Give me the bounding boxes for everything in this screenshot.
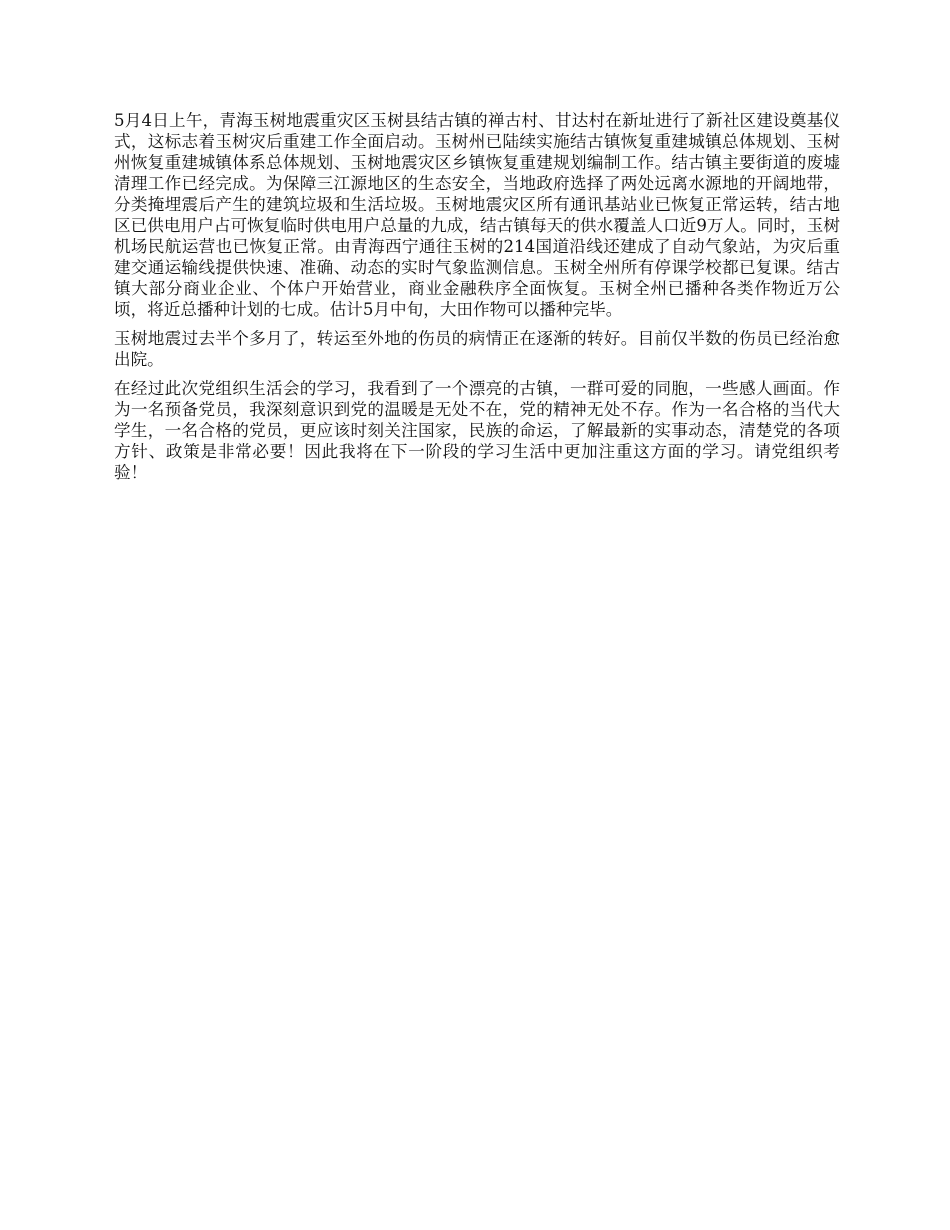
paragraph-3: 在经过此次党组织生活会的学习，我看到了一个漂亮的古镇，一群可爱的同胞，一些感人画面。作为一名预备党员，我深刻意识到党的温暖是无处不在，党的精神无处不存。作为一名合格的当代大学生，一名合格的党员，更应该时刻关注国家，民族的命运，了解最新的实事动态，清楚党的各项方针、政策是非常必要！因此我将在下一阶段的学习生活中更加注重这方面的学习。请党组织考验！: [114, 379, 840, 482]
paragraph-2: 玉树地震过去半个多月了，转运至外地的伤员的病情正在逐渐的转好。目前仅半数的伤员已经治愈出院。: [114, 329, 840, 369]
document-body: [114, 110, 840, 491]
paragraph-1: 5月4日上午，青海玉树地震重灾区玉树县结古镇的禅古村、甘达村在新址进行了新社区建设奠基仪式，这标志着玉树灾后重建工作全面启动。玉树州已陆续实施结古镇恢复重建城镇总体规划、玉树州恢复重建城镇体系总体规划、玉树地震灾区乡镇恢复重建规划编制工作。结古镇主要街道的废墟清理工作已经完成。为保障三江源地区的生态安全，当地政府选择了两处远离水源地的开阔地带，分类掩埋震后产生的建筑垃圾和生活垃圾。玉树地震灾区所有通讯基站业已恢复正常运转，结古地区已供电用户占可恢复临时供电用户总量的九成，结古镇每天的供水覆盖人口近9万人。同时，玉树机场民航运营也已恢复正常。由青海西宁通往玉树的214国道沿线还建成了自动气象站，为灾后重建交通运输线提供快速、准确、动态的实时气象监测信息。玉树全州所有停课学校都已复课。结古镇大部分商业企业、个体户开始营业，商业金融秩序全面恢复。玉树全州已播种各类作物近万公顷，将近总播种计划的七成。估计5月中旬，大田作物可以播种完毕。: [114, 111, 840, 319]
